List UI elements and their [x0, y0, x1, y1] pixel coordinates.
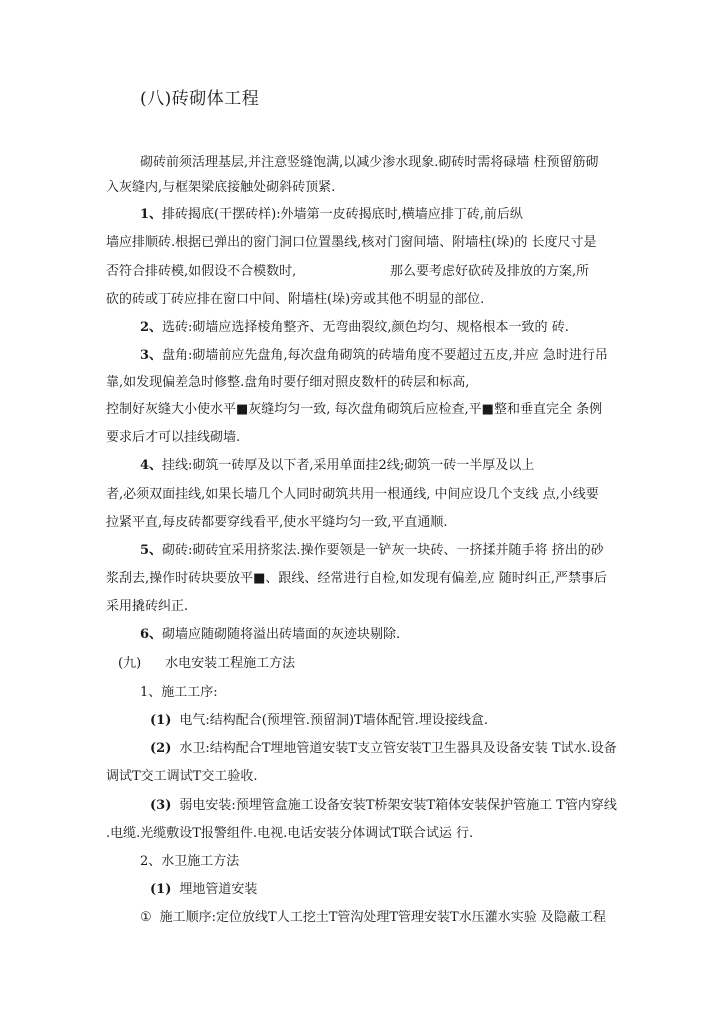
s1-item-3: [150, 798, 617, 814]
p3-number: 3、: [140, 348, 163, 363]
s1-item-3-line-2: .电缆.光缆敷设T报警组件.电视.电话安装分体调试T联合试运 行.: [106, 826, 474, 841]
s1-item-1-text: 电气:结构配合(预埋管.预留洞)T墙体配管.埋设接线盒.: [179, 713, 488, 728]
p3-line-3: 控制好灰缝大小使水平■灰缝均匀一致, 每次盘角砌筑后应检查,平■整和垂直完全 条例: [106, 402, 603, 417]
p3-text: 盘角:砌墙前应先盘角,每次盘角砌筑的砖墙角度不要超过五皮,并应 急时进行吊: [162, 348, 608, 363]
s1-item-3-number: (3): [150, 798, 172, 813]
s2-item-number: ①: [140, 910, 152, 925]
p2-text: 选砖:砌墙应选择棱角整齐、无弯曲裂纹,颜色均匀、规格根本一致的 砖.: [162, 320, 569, 335]
p5-first-line: [140, 543, 604, 559]
intro-line-1: 砌砖前须活理基层,并注意竖缝饱满,以减少渗水现象.砌砖时需将碌墙 柱预留筋砌: [140, 155, 599, 170]
p5-line-3: 采用撬砖纠正.: [106, 599, 189, 614]
p3-first-line: [140, 348, 608, 364]
p1-line-3a: 否符合排砖模,如假设不合模数时,: [106, 264, 297, 279]
section-title: (八)砖砌体工程: [140, 89, 260, 109]
p4-line-3: 拉紧平直,每皮砖都要穿线看平,使水平缝均匀一致,平直通顺.: [106, 515, 448, 530]
p4-first-line: [140, 458, 534, 474]
s2-sub-number: (1): [150, 882, 172, 897]
p1-line-3b: 那么要考虑好砍砖及排放的方案,所: [390, 264, 590, 279]
p1-text: 排砖揭底(干摆砖样):外墙第一皮砖揭底时,横墙应排丁砖,前后纵: [162, 207, 523, 222]
p3-line-4: 要求后才可以挂线砌墙.: [106, 430, 241, 445]
p1-number: 1、: [140, 207, 163, 222]
p4-text: 挂线:砌筑一砖厚及以下者,采用单面挂2线;砌筑一砖一半厚及以上: [162, 458, 535, 473]
intro-line-2: 入灰缝内,与框架梁底接触处砌斜砖顶紧.: [106, 180, 336, 195]
p5-line-2: 浆刮去,操作时砖块要放平■、跟线、经常进行自检,如发现有偏差,应 随时纠正,严禁事后: [106, 571, 607, 586]
p2-number: 2、: [140, 320, 163, 335]
p1-line-2: 墙应排顺砖.根据已弹出的窗门洞口位置墨线,核对门窗间墙、附墙柱(垛)的 长度尺寸是: [106, 235, 597, 250]
s1-heading: 1、施工工序:: [140, 685, 218, 700]
s1-item-2: [150, 741, 617, 757]
s1-item-2-text: 水卫:结构配合T埋地管道安装T支立管安装T卫生器具及设备安装 T试水.设备: [179, 741, 617, 756]
p2-line: [140, 320, 569, 336]
s1-item-1-number: (1): [150, 713, 172, 728]
p3-line-2: 靠,如发现偏差急时修整.盘角时要仔细对照皮数杆的砖层和标高,: [106, 375, 470, 390]
s2-sub-text: 埋地管道安装: [179, 882, 258, 897]
section9-heading: [118, 656, 295, 672]
s2-heading: 2、水卫施工方法: [140, 854, 240, 869]
section9-title: 水电安装工程施工方法: [165, 656, 296, 671]
p4-line-2: 者,必须双面挂线,如果长墙几个人同时砌筑共用一根通线, 中间应设几个支线 点,小线要: [106, 487, 599, 502]
p5-number: 5、: [140, 543, 163, 558]
p4-number: 4、: [140, 458, 163, 473]
s2-item: [140, 910, 606, 926]
s2-item-text: 施工顺序:定位放线T人工挖土T管沟处理T管理安装T水压灌水实验 及隐蔽工程: [159, 910, 606, 925]
s2-sub: [150, 882, 257, 898]
s1-item-2-number: (2): [150, 741, 172, 756]
p6-text: 砌墙应随砌随将溢出砖墙面的灰迹块剔除.: [162, 627, 401, 642]
section9-number: (九): [118, 656, 142, 671]
p1-first-line: [140, 207, 523, 223]
s1-item-2-line-2: 调试T交工调试T交工验收.: [106, 769, 258, 784]
s1-item-1: [150, 713, 488, 729]
p6-line: [140, 627, 400, 643]
p1-line-4: 砍的砖或丁砖应排在窗口中间、附墙柱(垛)旁或其他不明显的部位.: [106, 292, 485, 307]
p5-text: 砌砖:砌砖宜采用挤浆法.操作要领是一铲灰一块砖、一挤揉并随手将 挤出的砂: [162, 543, 604, 558]
p6-number: 6、: [140, 627, 163, 642]
s1-item-3-text: 弱电安装:预埋管盒施工设备安装T桥架安装T箱体安装保护管施工 T管内穿线: [179, 798, 617, 813]
